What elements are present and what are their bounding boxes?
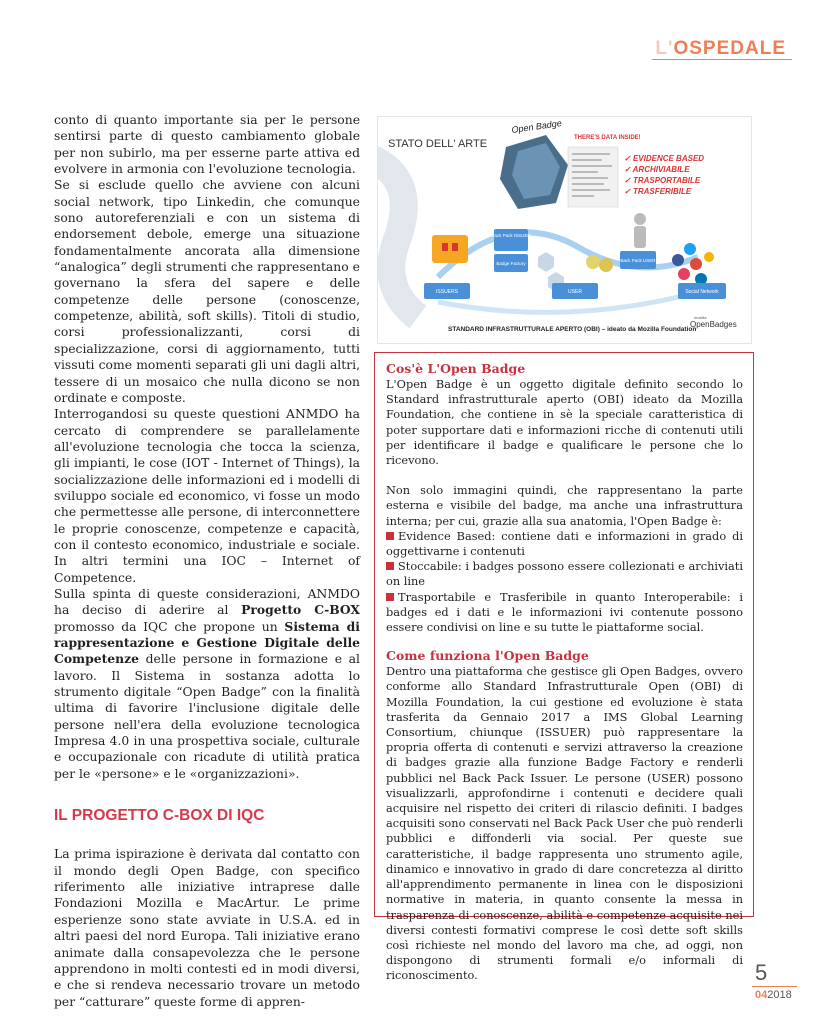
body-paragraph: conto di quanto importante sia per le persone sentirsi parte di questo cambiamento globale per non subirlo, ma per esserne parte attiva ed evolvere in armonia con l'evoluzione tecnologia.: [54, 113, 360, 177]
node-label: USER: [568, 289, 582, 295]
masthead-prefix: L': [655, 38, 674, 59]
issue-label: [755, 989, 792, 1001]
people-icon: [586, 255, 600, 269]
left-column: [54, 112, 360, 1010]
masthead-rule: [652, 59, 792, 60]
people-icon: [599, 258, 613, 272]
check-item: ✓ EVIDENCE BASED: [624, 154, 705, 163]
bold-run: Progetto C-BOX: [241, 602, 360, 618]
check-item: ✓ ARCHIVIABILE: [624, 165, 690, 174]
node-label: Back Pack ISSUER: [491, 233, 531, 238]
bullet-square-icon: [386, 562, 394, 570]
bold-run: Sistema di rappresentazione e Gestione Digitale delle Competenze: [54, 618, 360, 667]
text-run: delle persone in formazione e al lavoro. Il Sistema in sostanza adotta lo strumento digitale “Open Badge” con la finalità ultima di favorire l'inclusione digitale delle persone nell'era della evoluzione tecnologica Impresa 4.0 in una prospettiva sociale, culturale e occupazionale con ricadute di utilità pratica per le «persone» e le «organizzazioni».: [54, 652, 360, 781]
section-heading: IL PROGETTO C-BOX DI IQC: [54, 807, 265, 825]
info-box: [374, 352, 754, 983]
user-figure-icon: [634, 213, 646, 225]
page-number: 5: [755, 960, 768, 985]
bullet-item: [386, 590, 743, 636]
box-heading: Come funziona l'Open Badge: [386, 648, 589, 664]
box-paragraph: Non solo immagini quindi, che rappresentano la parte esterna e visibile del badge, ma anche una infrastruttura interna; per cui, grazie alla sua anatomia, l'Open Badge è:: [386, 483, 743, 528]
google-plus-icon: [690, 258, 702, 270]
body-paragraph: [54, 586, 360, 782]
issue-number: 04: [755, 989, 768, 1001]
bullet-square-icon: [386, 532, 394, 540]
facebook-icon: [672, 254, 684, 266]
bullet-text: Evidence Based: contiene dati e informazioni in grado di oggettivarne i contenuti: [386, 528, 743, 559]
diagram-title: STATO DELL' ARTE: [388, 138, 488, 150]
badge-label: Open Badge: [510, 118, 563, 135]
node-label: ISSUERS: [436, 289, 458, 295]
body-paragraph: La prima ispirazione è derivata dal contatto con il mondo degli Open Badge, con specifico riferimento alle iniziative intraprese dalle Fondazioni Mozilla e MacArtur. Le prime esperienze sono state avviate in U.S.A. ed in altri paesi del nord Europa. Tali iniziative erano animate dalla consapevolezza che le persone apprendono in molti contesti ed in modi diversi, e che si rendeva necessario trovare un metodo per “catturare” queste forme di appren-: [54, 847, 360, 1009]
box-paragraph: L'Open Badge è un oggetto digitale definito secondo lo Standard infrastrutturale aperto (OBI) ideato da Mozilla Foundation, che contiene in sè la speciale caratteristica di poter supportare dati e informazioni ricche di contenuti utili per identificare il badge e qualificare le persone che lo ricevono.: [386, 377, 743, 468]
callout-text: THERE'S DATA INSIDE!: [574, 135, 641, 141]
masthead-logo: [655, 38, 786, 60]
mozilla-small-label: mozilla: [694, 315, 707, 320]
rss-icon: [704, 252, 714, 262]
issuer-building-icon: [432, 235, 468, 263]
issue-year: 2018: [767, 989, 792, 1001]
issuer-building-door: [442, 243, 448, 251]
text-run: Sulla spinta di queste considerazioni, ANMDO ha deciso di aderire al: [54, 586, 360, 618]
open-badge-diagram: [378, 117, 751, 343]
box-heading: Cos'è L'Open Badge: [386, 361, 526, 376]
user-figure-body: [634, 226, 646, 248]
diagram-svg: [378, 117, 751, 343]
twitter-icon: [684, 243, 696, 255]
node-label: Social Network: [685, 289, 719, 295]
spacer: [386, 468, 743, 483]
footer-rule: [752, 986, 797, 987]
diagram-bg: [378, 117, 751, 343]
bullet-item: [386, 529, 743, 559]
node-label: Badge Factory: [496, 261, 526, 266]
masthead-name: OSPEDALE: [673, 38, 786, 59]
diagram-caption: STANDARD INFRASTRUTTURALE APERTO (OBI) – ideato da Mozilla Foundation: [448, 326, 697, 333]
bullet-item: [386, 559, 743, 589]
node-label: Back Pack USER: [620, 258, 656, 263]
bullet-text: Stoccabile: i badges possono essere collezionati e archiviati on line: [386, 559, 743, 589]
check-item: ✓ TRASPORTABILE: [624, 176, 701, 185]
openbadges-logo: OpenBadges: [690, 320, 737, 329]
bullet-square-icon: [386, 593, 394, 601]
body-paragraph: Se si esclude quello che avviene con alcuni social network, tipo Linkedin, che comunque sono autoreferenziali e con un sistema di endorsement debole, emerge una situazione fondamentalmente ancorata alla dimensione “analogica” degli strumenti che rappresentano e governano la sfera del sapere e delle competenze delle persone (conoscenze, competenze, abilità, soft skills). Titoli di studio, corsi professionalizzanti, corsi di specializzazione, corsi di aggiornamento, tutti vissuti come momenti separati gli uni dagli altri, tessere di un mosaico che nulla dicono se non ordinate e composte.: [54, 178, 360, 405]
issuer-building-window: [452, 243, 458, 251]
instagram-icon: [678, 268, 690, 280]
body-paragraph: Interrogandosi su queste questioni ANMDO ha cercato di comprendere se parallelamente all'evoluzione tecnologia che tocca la scienza, gli impianti, le cose (IOT - Internet of Things), la socializzazione delle informazioni ed i modelli di sviluppo sociale ed economico, vi fosse un modo che permettesse alle persone, di interconnettere le proprie conoscenze, competenze e capacità, con il contesto economico, industriale e sociale. In altri termini una IOC – Internet of Competence.: [54, 407, 360, 585]
bullet-text: Trasportabile e Trasferibile in quanto Interoperabile: i badges ed i dati e le informazioni ivi contenute possono essere condivisi on line e su tutte le piattaforme social.: [386, 589, 743, 635]
text-run: promosso da IQC che propone un: [54, 619, 285, 634]
box-paragraph: Dentro una piattaforma che gestisce gli Open Badges, ovvero conforme allo Standard Infrastrutturale Open (OBI) di Mozilla Foundation, la cui gestione ed evoluzione è stata trasferita da Gennaio 2017 a IMS Global Learning Consortium, chiunque (ISSUER) può rappresentare la propria offerta di contenuti e servizi attraverso la creazione di badges grazie alla funzione Badge Factory e renderli pubblici nel Back Pack Issuer. Le persone (USER) possono visualizzarli, approfondirne i contenuti e decidere quali acquisire nel rispetto dei criteri di rilascio definiti. I badges acquisiti sono conservati nel Back Pack User che può renderli pubblici e diffonderli via social. Per queste sue caratteristiche, il badge rappresenta uno strumento agile, dinamico e innovativo in grado di dare concretezza al diritto all'apprendimento permanente in linea con le disposizioni normative in materia, in quanto consente la messa in trasparenza di conoscenze, abilità e competenze acquisite nei diversi contesti formativi comprese le così dette soft skills così richieste nel mondo del lavoro ma che, ad oggi, non dispongono di strumenti formali e/o informali di riconoscimento.: [386, 664, 743, 983]
decorative-swoosh: [378, 157, 418, 317]
check-item: ✓ TRASFERIBILE: [624, 187, 692, 196]
